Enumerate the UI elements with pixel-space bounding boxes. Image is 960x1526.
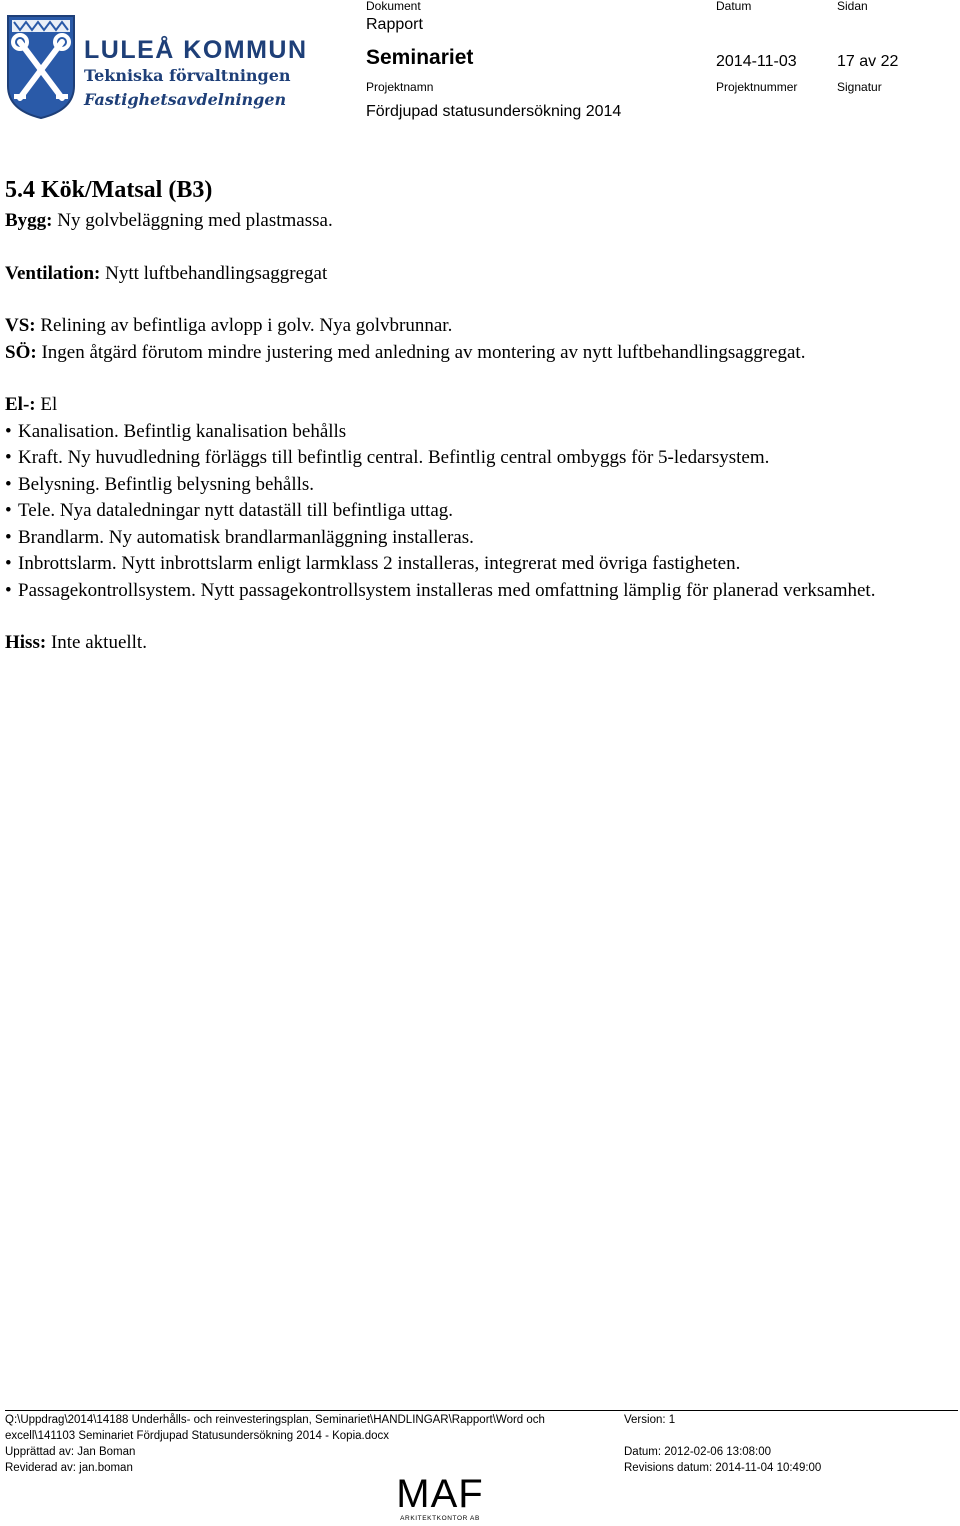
list-item: • Belysning. Befintlig belysning behålls.: [5, 472, 955, 499]
hiss-paragraph: [5, 630, 955, 657]
bullet-icon: •: [5, 526, 12, 548]
org-department: Tekniska förvaltningen: [84, 66, 291, 85]
report-body: [5, 172, 955, 657]
el-label: El-:: [5, 394, 36, 415]
section-title: 5.4 Kök/Matsal (B3): [5, 177, 213, 203]
dokument-value: Rapport: [366, 16, 423, 33]
list-item: • Kanalisation. Befintlig kanalisation behålls: [5, 419, 955, 446]
vs-text: Relining av befintliga avlopp i golv. Nya golvbrunnar.: [35, 315, 453, 336]
list-item: • Passagekontrollsystem. Nytt passagekontrollsystem installeras med omfattning lämplig för planerad verksamhet.: [5, 578, 955, 605]
bullet-icon: •: [5, 447, 12, 468]
maf-logo-text: MAF: [396, 1472, 484, 1516]
projektnummer-label: Projektnummer: [716, 80, 798, 94]
project-name: Fördjupad statusundersökning 2014: [366, 103, 622, 120]
bullet-icon: •: [5, 553, 12, 574]
maf-logo: [395, 1474, 485, 1526]
el-paragraph: [5, 392, 955, 419]
vs-paragraph: [5, 313, 955, 340]
document-date: 2014-11-03: [716, 53, 797, 70]
ventilation-label: Ventilation:: [5, 262, 101, 284]
datum-label: Datum: [716, 0, 752, 13]
hiss-text: Inte aktuellt.: [46, 632, 147, 653]
page-number: 17 av 22: [837, 53, 899, 70]
so-label: SÖ:: [5, 341, 37, 363]
bygg-text: Ny golvbeläggning med plastmassa.: [52, 210, 333, 231]
bullet-icon: •: [5, 473, 12, 495]
revision-date: Revisions datum: 2014-11-04 10:49:00: [624, 1462, 822, 1474]
hiss-label: Hiss:: [5, 632, 47, 653]
so-paragraph: [5, 340, 955, 367]
file-path-line-1: Q:\Uppdrag\2014\14188 Underhålls- och reinvesteringsplan, Seminariet\HANDLINGAR\Rapport\Word och: [5, 1414, 545, 1426]
org-name: LULEÅ KOMMUN: [84, 36, 308, 64]
vs-label: VS:: [5, 315, 36, 336]
maf-logo-subtext: ARKITEKTKONTOR AB: [400, 1515, 480, 1522]
created-by: Upprättad av: Jan Boman: [5, 1446, 136, 1458]
list-item: • Tele. Nya dataledningar nytt dataställ till befintliga uttag.: [5, 498, 955, 525]
dokument-label: Dokument: [366, 0, 421, 13]
bygg-label: Bygg:: [5, 210, 53, 231]
bygg-paragraph: [5, 208, 955, 235]
ventilation-text: Nytt luftbehandlingsaggregat: [100, 262, 328, 284]
luleå-kommun-shield-logo: [6, 14, 76, 120]
org-subdivision: Fastighetsavdelningen: [84, 90, 287, 109]
file-path-line-2: excell\141103 Seminariet Fördjupad Statusundersökning 2014 - Kopia.docx: [5, 1430, 390, 1442]
el-list: [5, 419, 955, 605]
bullet-icon: •: [5, 420, 12, 442]
bullet-icon: •: [5, 500, 12, 521]
ventilation-paragraph: [5, 261, 955, 288]
list-item: • Kraft. Ny huvudledning förläggs till befintlig central. Befintlig central ombyggs för 5-ledarsystem.: [5, 445, 955, 472]
revised-by: Reviderad av: jan.boman: [5, 1462, 133, 1474]
list-item: • Inbrottslarm. Nytt inbrottslarm enligt larmklass 2 installeras, integrerat med övriga fastigheten.: [5, 551, 955, 578]
footer-divider: [5, 1410, 958, 1411]
el-text: El: [35, 394, 58, 415]
version: Version: 1: [624, 1414, 676, 1426]
list-item: • Brandlarm. Ny automatisk brandlarmanläggning installeras.: [5, 525, 955, 552]
document-title: Seminariet: [366, 46, 474, 69]
created-date: Datum: 2012-02-06 13:08:00: [624, 1446, 772, 1458]
bullet-icon: •: [5, 579, 12, 601]
signatur-label: Signatur: [837, 80, 882, 94]
so-text: Ingen åtgärd förutom mindre justering med anledning av montering av nytt luftbehandlingsaggregat.: [36, 341, 806, 363]
projektnamn-label: Projektnamn: [366, 80, 434, 94]
sidan-label: Sidan: [837, 0, 868, 13]
